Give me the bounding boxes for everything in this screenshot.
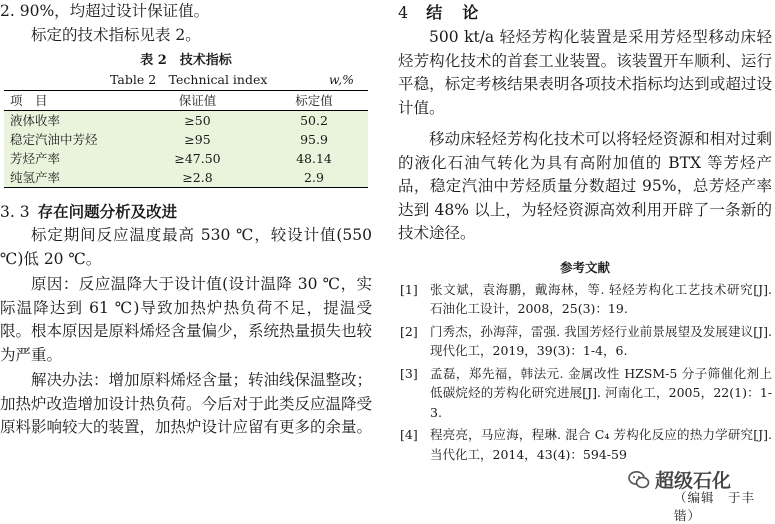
reference-number: [3] xyxy=(400,365,418,381)
table-cell: 液体收率 xyxy=(10,113,61,128)
section-title: 存在问题分析及改进 xyxy=(37,202,178,221)
table-row xyxy=(4,168,368,188)
reference-number: [2] xyxy=(400,323,418,339)
table-cell: 纯氢产率 xyxy=(10,170,61,185)
table-cell: 芳烃产率 xyxy=(10,151,61,166)
section-4-heading xyxy=(398,0,772,26)
reference-item xyxy=(398,322,772,361)
section-3-3-heading xyxy=(0,200,372,224)
reference-item xyxy=(398,364,772,423)
paragraph: 解决办法：增加原料烯烃含量；转油线保温整改；加热炉改造增加设计热负荷。今后对于此类反应温降受原料影响较大的装置，加热炉设计应留有更多的余量。 xyxy=(0,371,373,436)
reference-number: [4] xyxy=(400,427,418,442)
header-calibrated: 标定值 xyxy=(295,93,333,108)
table-header-row xyxy=(4,91,368,111)
section-number: 3. 3 xyxy=(0,203,30,221)
table-row xyxy=(4,149,368,168)
table-cell: 95.9 xyxy=(300,132,328,147)
reference-number: [1] xyxy=(400,281,418,297)
references-title: 参考文献 xyxy=(559,259,610,275)
paragraph: 标定期间反应温度最高 530 ℃，较设计值(550 ℃)低 20 ℃。 xyxy=(0,226,372,268)
table-caption-row xyxy=(0,70,372,90)
table-cell: 2.9 xyxy=(304,170,324,185)
reference-text: 张文斌，袁海鹏，戴海林，等. 轻烃芳构化工艺技术研究[J]. 石油化工设计，2008，25(3)：19. xyxy=(430,281,772,316)
table-unit: w,% xyxy=(328,72,354,87)
table-cell: ≥95 xyxy=(184,132,211,147)
header-item: 项 目 xyxy=(10,93,48,108)
editor-note: （编辑 于丰锴） xyxy=(674,490,756,523)
table-row xyxy=(4,111,368,131)
table-caption-cn: 表 2 技术指标 xyxy=(140,53,232,68)
reference-item xyxy=(398,425,772,464)
reference-text: 孟磊，郑先福，韩法元. 金属改性 HZSM-5 分子筛催化剂上低碳烷烃的芳构化研究进展[J]. 河南化工，2005，22(1)：1-3. xyxy=(430,365,772,420)
paragraph: 500 kt/a 轻烃芳构化装置是采用芳烃型移动床轻烃芳构化技术的首套工业装置。该装置开车顺利、运行平稳，标定考核结果表明各项技术指标均达到或超过设计值。 xyxy=(398,28,772,117)
left-column xyxy=(0,0,372,440)
table-reference-text: 标定的技术指标见表 2。 xyxy=(31,25,201,44)
reference-list xyxy=(398,280,772,465)
reference-text: 程亮亮，马应海，程琳. 混合 C₄ 芳构化反应的热力学研究[J]. 当代化工，2014，43(4)：594-59 xyxy=(430,427,772,462)
watermark-text: 超级石化 xyxy=(655,470,732,492)
table-cell: 50.2 xyxy=(300,113,328,128)
table-cell: 稳定汽油中芳烃 xyxy=(10,132,98,147)
table-row xyxy=(4,130,368,149)
paragraph: 原因：反应温降大于设计值(设计温降 30 ℃，实际温降达到 61 ℃)导致加热炉热负荷不足，提温受限。根本原因是原料烯烃含量偏少，系统热量损失也较为严重。 xyxy=(0,275,373,364)
table-cell: 48.14 xyxy=(296,151,332,166)
table-cell: ≥2.8 xyxy=(182,170,213,185)
reference-item xyxy=(398,280,772,319)
table-cell: ≥47.50 xyxy=(174,151,221,166)
continued-text: 2. 90%，均超过设计保证值。 xyxy=(0,2,210,20)
technical-index-table xyxy=(4,90,368,188)
table-cell: ≥50 xyxy=(184,113,211,128)
section-title: 结 论 xyxy=(426,3,481,22)
table-caption-en: Table 2 Technical index xyxy=(110,72,268,87)
reference-text: 门秀杰，孙海萍，雷强. 我国芳烃行业前景展望及发展建议[J]. 现代化工，2019，39(3)：1-4，6. xyxy=(430,323,772,358)
header-guaranteed: 保证值 xyxy=(178,93,217,108)
wechat-icon xyxy=(628,470,650,490)
section-number: 4 xyxy=(398,3,411,22)
paragraph: 移动床轻烃芳构化技术可以将轻烃资源和相对过剩的液化石油气转化为具有高附加值的 BTX 等芳烃产品，稳定汽油中芳烃质量分数超过 95%，总芳烃产率达到 48% 以上，为轻烃资源高效利用开辟了一条新的技术途径。 xyxy=(398,130,772,242)
right-column xyxy=(398,0,772,467)
